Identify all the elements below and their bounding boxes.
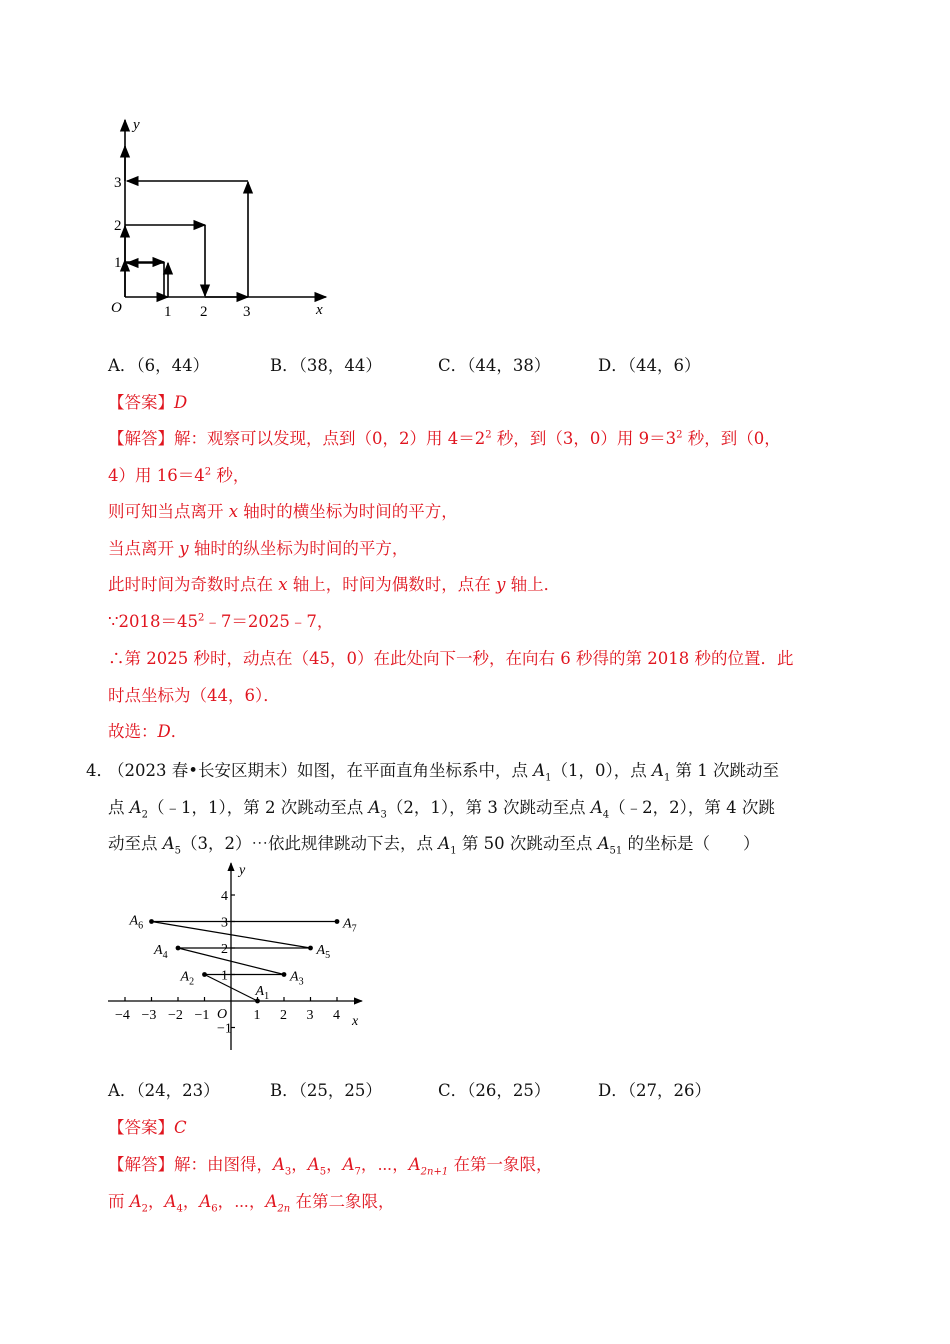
x-tick-label: 4 bbox=[333, 1008, 340, 1023]
point-a7 bbox=[335, 919, 340, 924]
point-label: $A_5$ bbox=[316, 943, 331, 961]
option-d[interactable]: D．（27，26） bbox=[598, 1081, 711, 1100]
x-tick-label: −3 bbox=[141, 1008, 157, 1023]
y-tick: 3 bbox=[114, 175, 122, 191]
point-label: $A_1$ bbox=[255, 984, 270, 1002]
q4-answer: 【答案】C bbox=[108, 1118, 187, 1137]
y-tick: 1 bbox=[114, 255, 122, 271]
y-axis-label: y bbox=[239, 863, 246, 878]
x-tick-label: 1 bbox=[253, 1008, 261, 1023]
option-c[interactable]: C．（44，38） bbox=[438, 356, 551, 375]
q3-solution-line: 时点坐标为（44，6）． bbox=[108, 686, 280, 705]
x-axis-label: x bbox=[352, 1014, 359, 1029]
point-label: $A_7$ bbox=[343, 916, 357, 935]
x-tick: 1 bbox=[164, 304, 172, 320]
q3-solution-line: 故选：D． bbox=[108, 722, 188, 741]
point-label: $A_6$ bbox=[129, 913, 144, 932]
x-tick-label: 2 bbox=[280, 1008, 287, 1023]
q3-solution-line: 【解答】解：观察可以发现，点到（0，2）用 $4=2^2$ 秒，到（3，0）用 $9=3^2$ 秒，到（0， bbox=[108, 429, 781, 448]
q4-solution-line: 【解答】解：由图得，$A_3$，$A_5$，$A_7$，⋯，$A_{2n+1}$ 在第一象限， bbox=[108, 1155, 553, 1178]
q3-solution-line: 当点离开 y 轴时的纵坐标为时间的平方， bbox=[108, 539, 409, 558]
point-a3 bbox=[282, 972, 287, 977]
x-axis-label: x bbox=[316, 302, 323, 318]
figure-jump-points bbox=[100, 858, 380, 1058]
y-tick: 2 bbox=[114, 218, 122, 234]
question-number: 4． bbox=[86, 761, 113, 780]
q3-solution-line: 则可知当点离开 x 轴时的横坐标为时间的平方， bbox=[108, 502, 458, 521]
y-tick-label: −1 bbox=[217, 1021, 232, 1037]
option-b[interactable]: B．（25，25） bbox=[270, 1081, 382, 1100]
q4-stem-line: （2023 春•长安区期末）如图，在平面直角坐标系中，点 $A_1(1$，0），点 $A_1$ 第 1 次跳动至 bbox=[108, 761, 780, 784]
figure-spiral-path bbox=[100, 112, 340, 322]
q3-solution-line: 4）用 $16=4^2$ 秒， bbox=[108, 466, 250, 485]
x-tick-label: −2 bbox=[168, 1008, 183, 1023]
q4-stem-line: 点 $A_2(﹣1$，1），第 2 次跳动至点 $A_3(2$，1），第 3 次跳动至点 $A_4(﹣2$，2），第 4 次跳 bbox=[108, 798, 775, 821]
q3-solution-line: 此时时间为奇数时点在 x 轴上，时间为偶数时，点在 y 轴上． bbox=[108, 575, 561, 594]
option-c[interactable]: C．（26，25） bbox=[438, 1081, 551, 1100]
point-a6 bbox=[149, 919, 154, 924]
x-tick: 3 bbox=[243, 304, 251, 320]
option-a[interactable]: A．（6，44） bbox=[108, 356, 210, 375]
q4-stem-line: 动至点 $A_5(3$，2）⋯依此规律跳动下去，点 $A_1$ 第 50 次跳动至点 $A_{51}$ 的坐标是（ ） bbox=[108, 834, 760, 857]
q4-solution-line: 而 $A_2$，$A_4$，$A_6$，⋯，$A_{2n}$ 在第二象限， bbox=[108, 1192, 395, 1215]
origin-label: O bbox=[111, 300, 122, 316]
y-tick-label: 1 bbox=[221, 968, 228, 984]
point-label: $A_4$ bbox=[154, 943, 168, 961]
q3-answer: 【答案】D bbox=[108, 393, 188, 412]
q3-solution-line: ∴第 2025 秒时，动点在（45，0）在此处向下一秒，在向右 6 秒得的第 2018 秒的位置．此 bbox=[108, 649, 794, 668]
option-d[interactable]: D．（44，6） bbox=[598, 356, 701, 375]
point-label: $A_3$ bbox=[290, 969, 304, 988]
y-tick-label: 4 bbox=[221, 889, 228, 904]
x-tick-label: 3 bbox=[306, 1008, 314, 1023]
y-axis-label: y bbox=[133, 117, 140, 133]
origin-label: O bbox=[217, 1007, 228, 1022]
x-tick-label: −4 bbox=[115, 1008, 130, 1023]
y-tick-label: 2 bbox=[221, 942, 228, 957]
point-a4 bbox=[176, 946, 181, 951]
point-a1 bbox=[255, 999, 260, 1004]
point-a5 bbox=[308, 946, 313, 951]
option-a[interactable]: A．（24，23） bbox=[108, 1081, 220, 1100]
option-b[interactable]: B．（38，44） bbox=[270, 356, 382, 375]
x-tick: 2 bbox=[200, 304, 208, 320]
point-label: $A_2$ bbox=[180, 969, 195, 988]
point-a2 bbox=[202, 972, 207, 977]
y-tick-label: 3 bbox=[221, 915, 228, 931]
x-tick-label: −1 bbox=[194, 1008, 210, 1023]
q3-solution-line: $\because 2018=45^2﹣7=2025﹣7$， bbox=[108, 612, 334, 631]
